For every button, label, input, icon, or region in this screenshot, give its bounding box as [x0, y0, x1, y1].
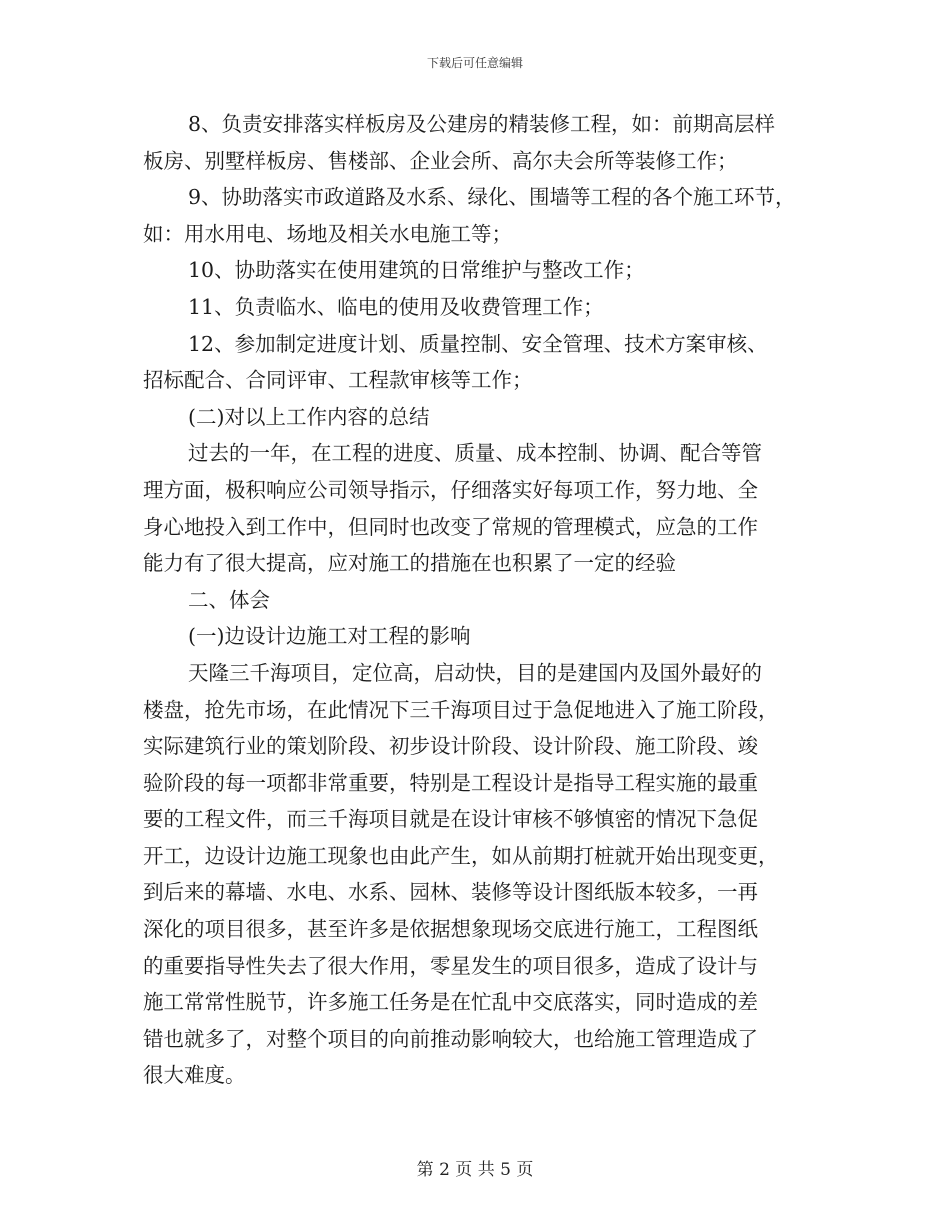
text-line: 理方面，极积响应公司领导指示，仔细落实好每项工作，努力地、全: [143, 477, 758, 502]
text-line: 过去的一年，在工程的进度、质量、成本控制、协调、配合等管: [188, 441, 762, 466]
text-line: 到后来的幕墙、水电、水系、园林、装修等设计图纸版本较多，一再: [143, 880, 758, 905]
paragraph: [143, 326, 811, 399]
section-heading: [143, 399, 811, 436]
section-heading: [143, 618, 811, 655]
text-line: 施工常常性脱节，许多施工任务是在忙乱中交底落实，同时造成的差: [143, 990, 758, 1015]
text-line: 深化的项目很多，甚至许多是依据想象现场交底进行施工，工程图纸: [143, 917, 758, 942]
text-line: 10、协助落实在使用建筑的日常维护与整改工作；: [188, 258, 645, 283]
text-line: 验阶段的每一项都非常重要，特别是工程设计是指导工程实施的最重: [143, 770, 758, 795]
text-line: 实际建筑行业的策划阶段、初步设计阶段、设计阶段、施工阶段、竣: [143, 734, 758, 759]
text-line: 如：用水用电、场地及相关水电施工等；: [143, 221, 512, 246]
text-line: 二、体会: [188, 587, 270, 612]
section-heading: [143, 582, 811, 619]
text-line: 能力有了很大提高，应对施工的措施在也积累了一定的经验: [143, 551, 676, 576]
text-line: (一)边设计边施工对工程的影响: [188, 624, 471, 649]
text-line: 身心地投入到工作中，但同时也改变了常规的管理模式，应急的工作: [143, 514, 758, 539]
text-line: (二)对以上工作内容的总结: [188, 404, 430, 429]
paragraph: [143, 106, 811, 179]
text-line: 板房、别墅样板房、售楼部、企业会所、高尔夫会所等装修工作；: [143, 148, 738, 173]
text-line: 招标配合、合同评审、工程款审核等工作；: [143, 368, 533, 393]
text-line: 开工，边设计边施工现象也由此产生，如从前期打桩就开始出现变更，: [143, 843, 779, 868]
text-line: 错也就多了，对整个项目的向前推动影响较大，也给施工管理造成了: [143, 1026, 758, 1051]
text-line: 天隆三千海项目，定位高，启动快，目的是建国内及国外最好的: [188, 660, 762, 685]
text-line: 9、协助落实市政道路及水系、绿化、围墙等工程的各个施工环节，: [188, 185, 796, 210]
page-header: 下载后可任意编辑: [426, 56, 523, 70]
paragraph: [143, 289, 811, 326]
text-line: 楼盘，抢先市场，在此情况下三千海项目过于急促地进入了施工阶段，: [143, 697, 779, 722]
text-line: 8、负责安排落实样板房及公建房的精装修工程，如：前期高层样: [188, 112, 776, 136]
document-body: [143, 106, 811, 1094]
paragraph: [143, 179, 811, 252]
paragraph: [143, 252, 811, 289]
text-line: 要的工程文件，而三千海项目就是在设计审核不够慎密的情况下急促: [143, 807, 758, 832]
paragraph: [143, 435, 811, 581]
page-footer: 第 2 页 共 5 页: [416, 1160, 534, 1180]
text-line: 的重要指导性失去了很大作用，零星发生的项目很多，造成了设计与: [143, 953, 758, 978]
paragraph: [143, 655, 811, 1094]
text-line: 12、参加制定进度计划、质量控制、安全管理、技术方案审核、: [188, 331, 768, 356]
text-line: 很大难度。: [143, 1063, 246, 1088]
text-line: 11、负责临水、临电的使用及收费管理工作；: [188, 294, 604, 319]
